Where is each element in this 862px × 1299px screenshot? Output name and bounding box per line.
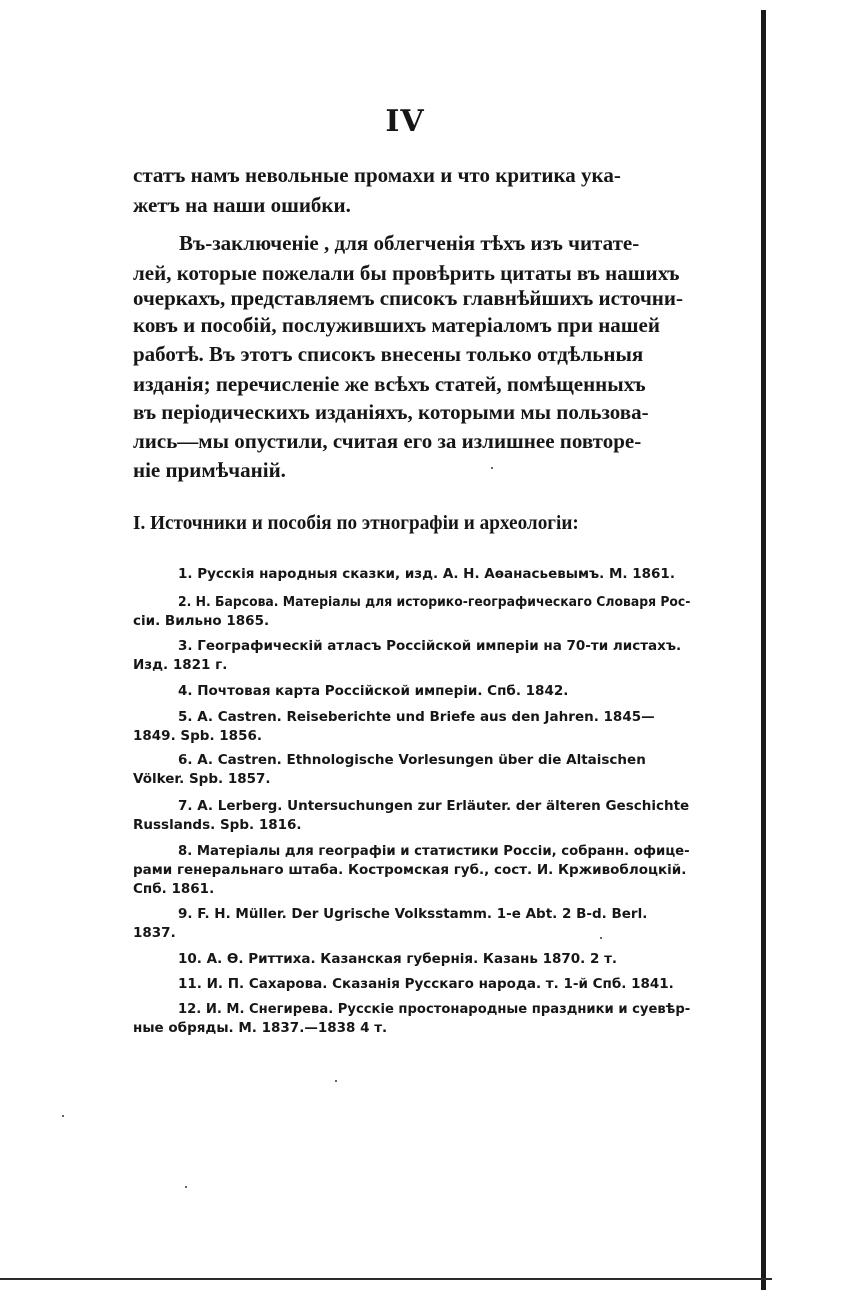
text-line: ковъ и пособій, послужившихъ матеріаломъ при нашей xyxy=(133,313,660,337)
bibliography-entry: 2. Н. Барсова. Матеріалы для историко-географическаго Словаря Рос- xyxy=(178,594,691,610)
text-line: статъ намъ невольные промахи и что критика ука- xyxy=(133,163,621,187)
text-line: въ періодическихъ изданіяхъ, которыми мы пользова- xyxy=(133,400,649,424)
bibliography-entry: 10. А. Ѳ. Риттиха. Казанская губернія. Казань 1870. 2 т. xyxy=(178,951,618,967)
bibliography-entry-cont: 1849. Spb. 1856. xyxy=(133,728,262,744)
bibliography-entry: 6. A. Castren. Ethnologische Vorlesungen über die Altaischen xyxy=(178,752,646,768)
bibliography-entry: 7. A. Lerberg. Untersuchungen zur Erläuter. der älteren Geschichte xyxy=(178,798,690,814)
bibliography-entry: 12. И. М. Снегирева. Русскіе простонародные праздники и суевѣр- xyxy=(178,1001,691,1017)
bibliography-entry-cont: рами генеральнаго штаба. Костромская губ., сост. И. Крживоблоцкій. xyxy=(133,862,687,878)
scan-speck xyxy=(185,1186,187,1188)
text-line: лись—мы опустили, считая его за излишнее повторе- xyxy=(133,429,642,453)
bibliography-entry-cont: ные обряды. М. 1837.—1838 4 т. xyxy=(133,1020,388,1036)
scan-speck xyxy=(491,467,493,469)
bibliography-entry-cont: Изд. 1821 г. xyxy=(133,657,228,673)
scan-speck xyxy=(600,937,602,939)
text-line: лей, которые пожелали бы провѣрить цитаты въ нашихъ xyxy=(133,261,680,285)
bibliography-entry: 1. Русскія народныя сказки, изд. А. Н. Аѳанасьевымъ. М. 1861. xyxy=(178,566,675,582)
text-line: Въ-заключеніе , для облегченія тѣхъ изъ читате- xyxy=(179,231,640,255)
bibliography-entry: 3. Географическій атласъ Россійской имперіи на 70-ти листахъ. xyxy=(178,638,682,654)
bibliography-entry: 9. F. H. Müller. Der Ugrische Volksstamm. 1-е Abt. 2 B-d. Berl. xyxy=(178,906,648,922)
bibliography-entry: 11. И. П. Сахарова. Сказанія Русскаго народа. т. 1-й Спб. 1841. xyxy=(178,976,674,992)
text-line: очеркахъ, представляемъ списокъ главнѣйшихъ источни- xyxy=(133,286,683,310)
section-heading: I. Источники и пособія по этнографіи и археологіи: xyxy=(133,512,579,534)
bibliography-entry: 8. Матеріалы для географіи и статистики Россіи, собранн. офице- xyxy=(178,843,690,859)
bibliography-entry: 4. Почтовая карта Россійской имперіи. Спб. 1842. xyxy=(178,683,569,699)
scan-speck xyxy=(62,1115,64,1117)
text-line: работѣ. Въ этотъ списокъ внесены только отдѣльныя xyxy=(133,342,644,366)
bibliography-entry-cont: Спб. 1861. xyxy=(133,881,215,897)
page-bottom-line xyxy=(0,1278,772,1280)
bibliography-entry-cont: сіи. Вильно 1865. xyxy=(133,613,270,629)
text-line: жетъ на наши ошибки. xyxy=(133,193,351,217)
page-number: IV xyxy=(385,104,425,139)
bibliography-entry-cont: Völker. Spb. 1857. xyxy=(133,771,271,787)
text-line: ніе примѣчаній. xyxy=(133,458,286,482)
bibliography-entry-cont: 1837. xyxy=(133,925,176,941)
bibliography-entry: 5. A. Castren. Reiseberichte und Briefe aus den Jahren. 1845— xyxy=(178,709,655,725)
text-line: изданія; перечисленіе же всѣхъ статей, помѣщенныхъ xyxy=(133,372,646,396)
bibliography-entry-cont: Russlands. Spb. 1816. xyxy=(133,817,302,833)
scan-speck xyxy=(335,1080,337,1082)
page-edge-line xyxy=(761,10,766,1290)
